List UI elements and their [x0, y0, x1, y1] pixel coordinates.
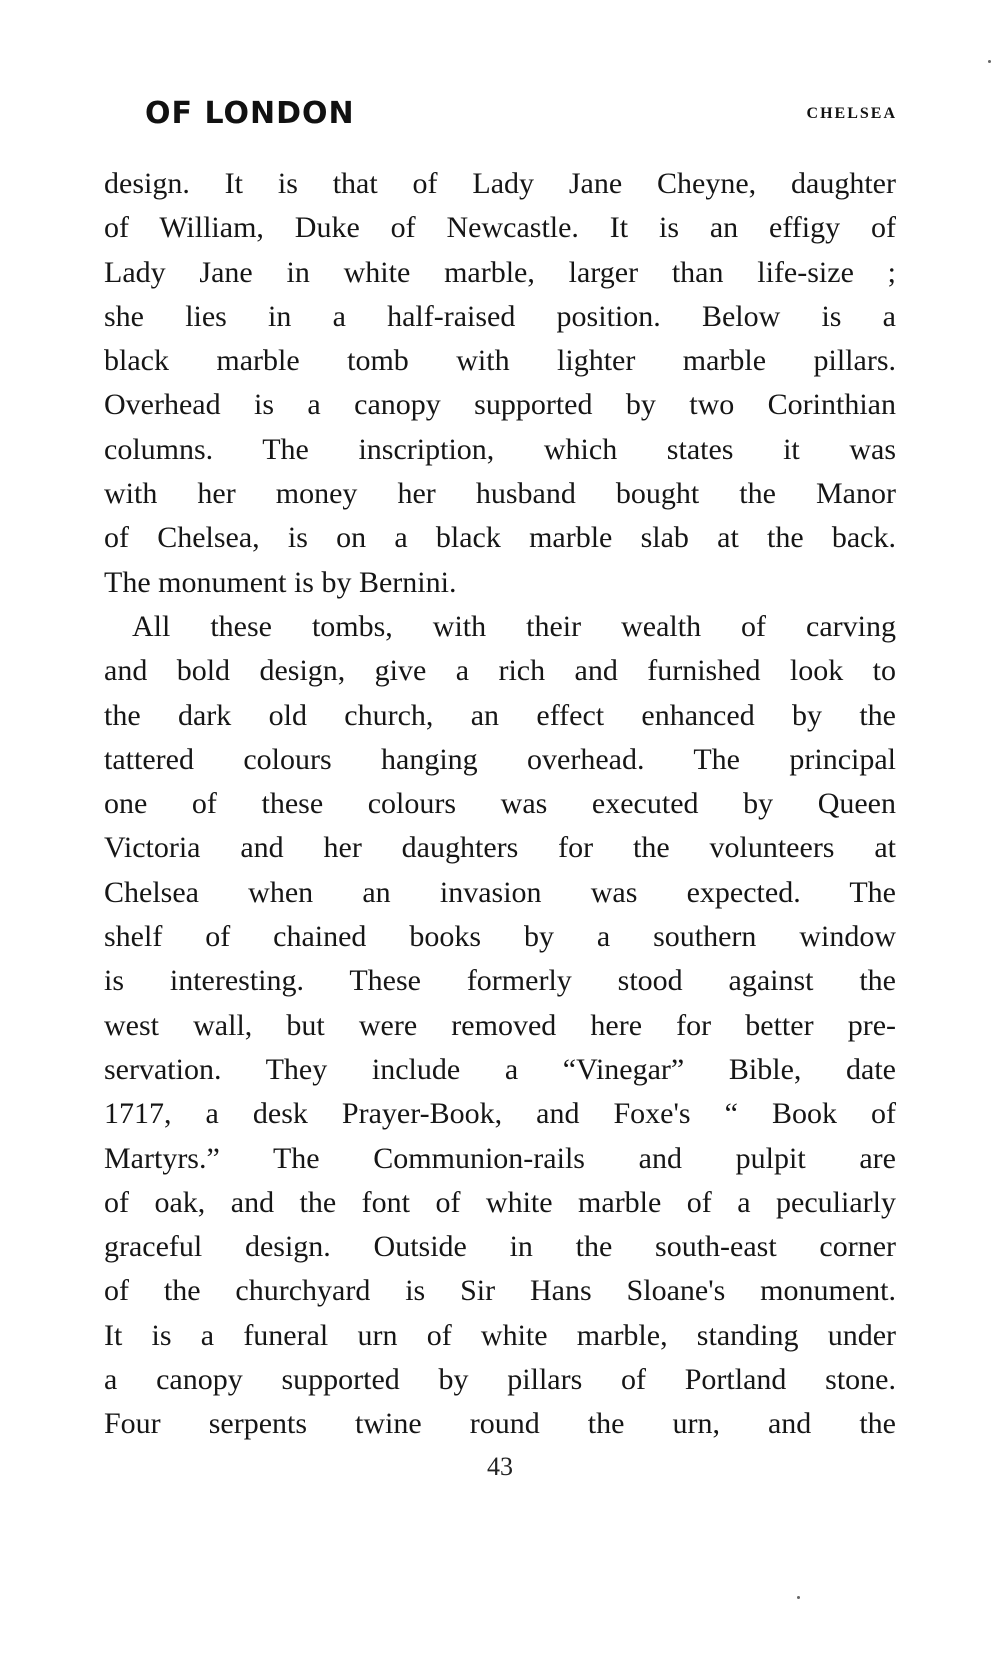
paragraph [104, 162, 896, 605]
running-head [145, 94, 897, 134]
page-number: 43 [487, 1452, 513, 1481]
text-line: Lady Jane in white marble, larger than life-size ; [104, 255, 896, 289]
text-line: tattered colours hanging overhead. The principal [104, 742, 896, 776]
text-line: servation. They include a “Vinegar” Bible, date [104, 1052, 896, 1086]
text-line: she lies in a half-raised position. Below is a [104, 299, 896, 333]
text-line: black marble tomb with lighter marble pillars. [104, 344, 896, 378]
running-head-section: CHELSEA [806, 105, 897, 122]
text-line: Victoria and her daughters for the volunteers at [104, 831, 896, 865]
running-head-title: OF LONDON [145, 96, 355, 131]
text-line: Martyrs.” The Communion-rails and pulpit are [104, 1141, 896, 1175]
text-line: of oak, and the font of white marble of a peculiarly [104, 1185, 896, 1219]
text-line: of William, Duke of Newcastle. It is an effigy of [104, 211, 896, 245]
text-line: graceful design. Outside in the south-east corner [104, 1230, 896, 1264]
text-line: design. It is that of Lady Jane Cheyne, daughter [104, 167, 896, 200]
body-text [104, 162, 896, 1447]
text-line: All these tombs, with their wealth of carving [132, 609, 896, 643]
text-line: a canopy supported by pillars of Portland stone. [104, 1363, 896, 1397]
text-line: with her money her husband bought the Manor [104, 477, 896, 511]
text-line: the dark old church, an effect enhanced by the [104, 698, 896, 732]
scan-speck [988, 60, 991, 63]
text-line: columns. The inscription, which states it was [104, 432, 896, 466]
text-line: one of these colours was executed by Queen [104, 787, 896, 821]
text-line: of Chelsea, is on a black marble slab at the back. [104, 521, 896, 555]
text-line: of the churchyard is Sir Hans Sloane's monument. [104, 1274, 896, 1308]
text-line: Four serpents twine round the urn, and the [104, 1407, 896, 1441]
text-line: 1717, a desk Prayer-Book, and Foxe's “ Book of [104, 1097, 896, 1131]
text-line: is interesting. These formerly stood against the [104, 964, 896, 998]
text-line: Overhead is a canopy supported by two Corinthian [104, 388, 896, 422]
text-line: shelf of chained books by a southern window [104, 920, 896, 954]
text-line: and bold design, give a rich and furnished look to [104, 654, 896, 688]
text-line: It is a funeral urn of white marble, standing under [104, 1318, 896, 1352]
text-line: Chelsea when an invasion was expected. The [104, 875, 896, 909]
scan-speck [797, 1596, 800, 1599]
text-line: The monument is by Bernini. [104, 565, 457, 599]
text-line: west wall, but were removed here for better pre- [104, 1008, 896, 1042]
paragraph [104, 605, 896, 1447]
